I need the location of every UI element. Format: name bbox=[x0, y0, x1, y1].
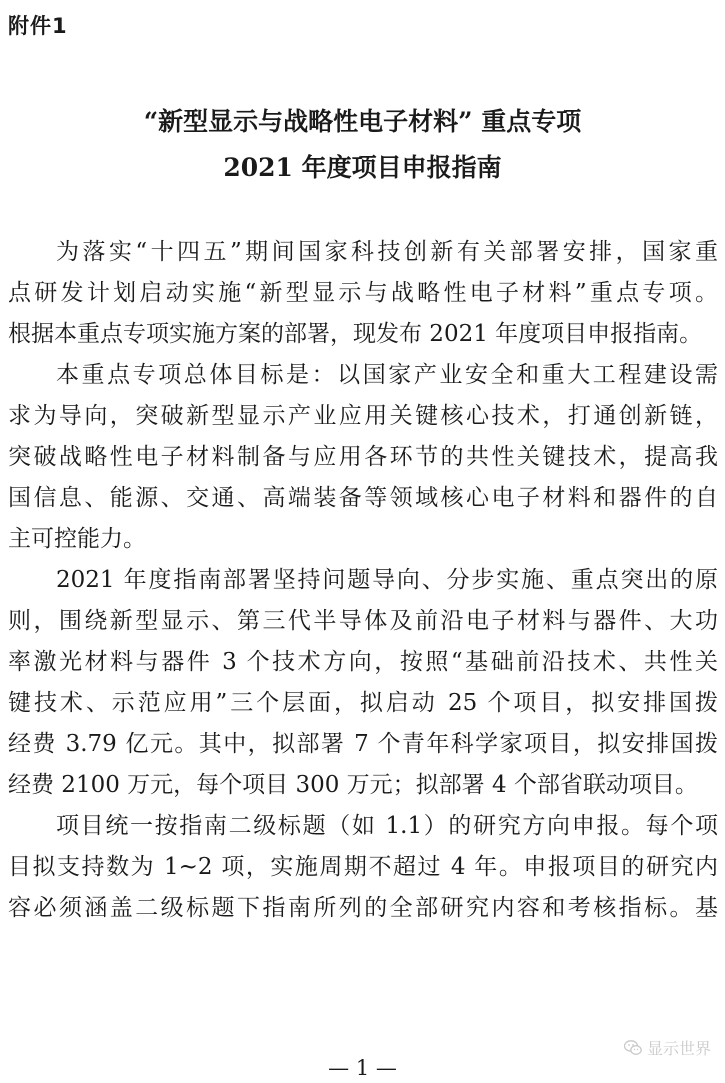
text-line: 则，围绕新型显示、第三代半导体及前沿电子材料与器件、大功 bbox=[8, 608, 718, 634]
text-line: 根据本重点专项实施方案的部署，现发布 2021 年度项目申报指南。 bbox=[8, 321, 703, 347]
text-line: 国信息、能源、交通、高端装备等领域核心电子材料和器件的自 bbox=[8, 485, 718, 511]
attachment-label: 附件1 bbox=[8, 14, 68, 38]
paragraph bbox=[8, 560, 718, 806]
text-line: 为落实“十四五”期间国家科技创新有关部署安排，国家重 bbox=[56, 239, 718, 265]
text-line: 目拟支持数为 1~2 项，实施周期不超过 4 年。申报项目的研究内 bbox=[8, 854, 718, 880]
text-line: 2021 年度指南部署坚持问题导向、分步实施、重点突出的原 bbox=[56, 567, 718, 593]
text-line: 率激光材料与器件 3 个技术方向，按照“基础前沿技术、共性关 bbox=[8, 649, 718, 675]
text-line: 求为导向，突破新型显示产业应用关键核心技术，打通创新链， bbox=[8, 403, 718, 429]
paragraph bbox=[8, 232, 718, 355]
page-number: — 1 — bbox=[328, 1056, 397, 1080]
text-line: 键技术、示范应用”三个层面，拟启动 25 个项目，拟安排国拨 bbox=[8, 690, 718, 716]
text-line: 经费 3.79 亿元。其中，拟部署 7 个青年科学家项目，拟安排国拨 bbox=[8, 731, 718, 757]
text-line: 经费 2100 万元，每个项目 300 万元；拟部署 4 个部省联动项目。 bbox=[8, 772, 698, 798]
text-line: 项目统一按指南二级标题（如 1.1）的研究方向申报。每个项 bbox=[56, 813, 718, 839]
text-line: 突破战略性电子材料制备与应用各环节的共性关键技术，提高我 bbox=[8, 444, 718, 470]
document-title-line-1: “新型显示与战略性电子材料” 重点专项 bbox=[143, 107, 582, 136]
wechat-icon bbox=[624, 1040, 642, 1056]
text-line: 容必须涵盖二级标题下指南所列的全部研究内容和考核指标。基 bbox=[8, 895, 718, 921]
text-line: 本重点专项总体目标是：以国家产业安全和重大工程建设需 bbox=[56, 362, 718, 388]
text-line: 主可控能力。 bbox=[8, 526, 146, 552]
document-body bbox=[8, 232, 718, 929]
paragraph bbox=[8, 806, 718, 929]
document-title-line-2: 2021 年度项目申报指南 bbox=[223, 153, 502, 182]
watermark-text: 显示世界 bbox=[646, 1039, 711, 1058]
paragraph bbox=[8, 355, 718, 560]
text-line: 点研发计划启动实施“新型显示与战略性电子材料”重点专项。 bbox=[8, 280, 718, 306]
